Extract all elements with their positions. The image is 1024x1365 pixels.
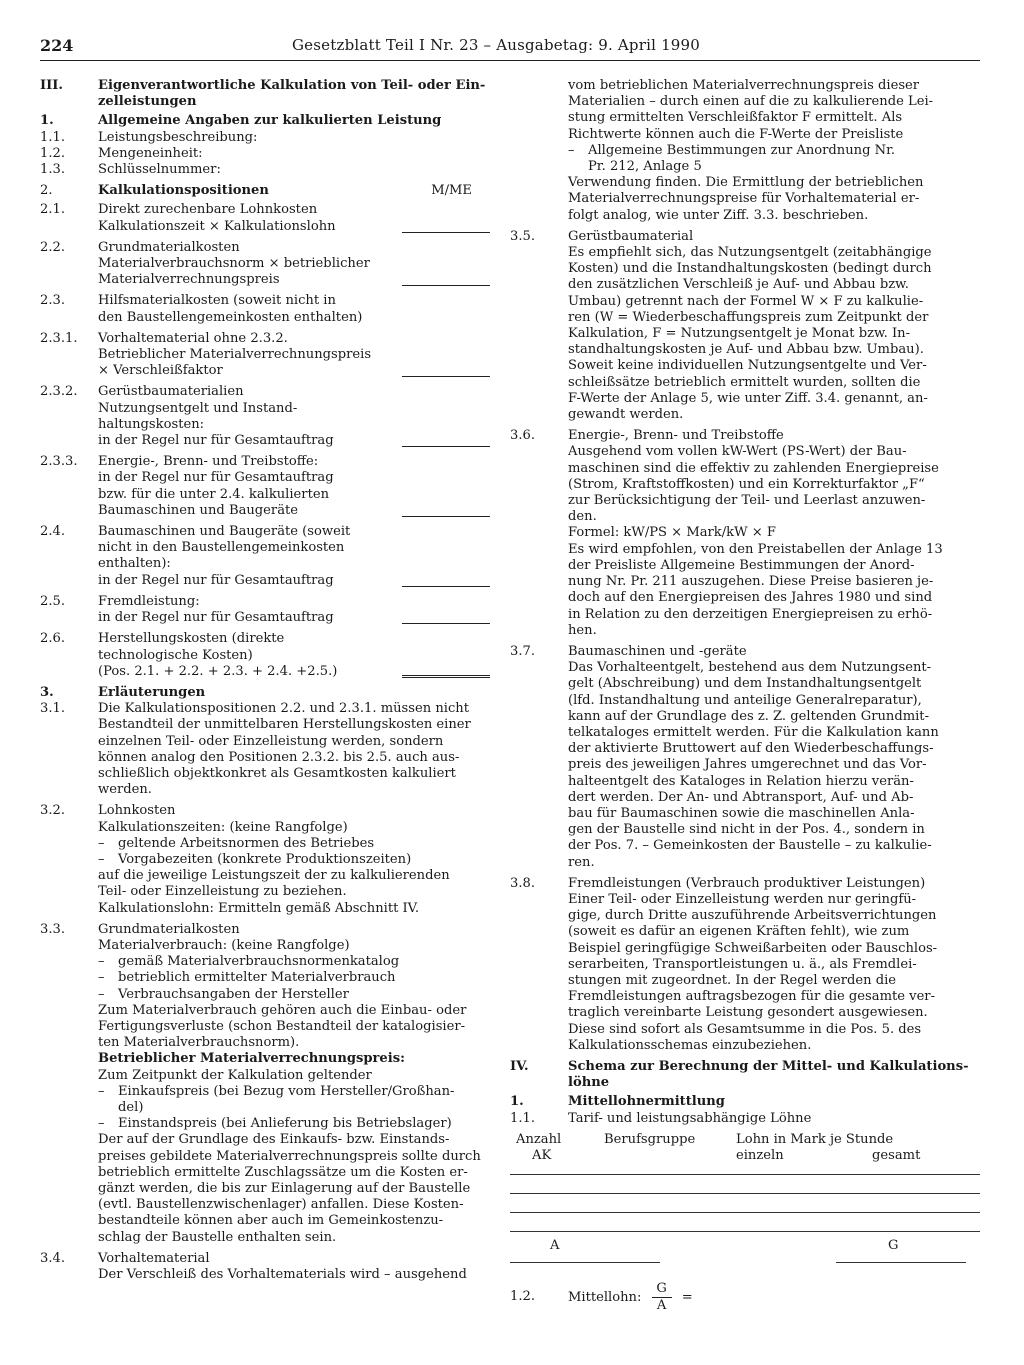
value-blank-line xyxy=(402,586,490,587)
list-item: 1.1. Tarif- und leistungsabhängige Löhne xyxy=(510,1110,812,1126)
paragraph: 3.2. Lohnkosten Kalkulationszeiten: (keine Rangfolge) – geltende Arbeitsnormen des Betriebes – Vorgabezeiten (konkrete Produktionszeiten) auf die jeweilige Leistungszeit der zu kalkulierenden Teil- oder Einzelleistung zu beziehen. Kalkulationslohn: Ermitteln gemäß Abschnitt IV. xyxy=(40,803,490,916)
dash-item: – Allgemeine Bestimmungen zur Anordnung Nr. Pr. 212, Anlage 5 xyxy=(568,142,896,175)
dash-item: – betrieblich ermittelter Materialverbrauch xyxy=(98,970,396,986)
paragraph: 3.8. Fremdleistungen (Verbrauch produktiver Leistungen) Einer Teil- oder Einzelleistung werden nur geringfü- gige, durch Dritte auszuführende Arbeitsverrichtungen (soweit es dafür an eigenen Kräften fehlt), wie zum Beispiel geringfügige Schweißarbeiten oder Bauschlos- serarbeiten, Transportleistungen u. ä., als Fremdlei- stungen mit zugeordnet. In der Regel werden die Fremdleistungen auftragsbezogen für die gesamte ver- traglich vereinbarte Leistung gesondert ausgewiesen. Diese sind sofort als Gesamtsumme in die Pos. 5. des Kalkulationsschemas einzubeziehen. xyxy=(510,875,938,1053)
right-column xyxy=(510,78,980,1313)
calc-position: 2.3.1. Vorhaltematerial ohne 2.3.2. Betrieblicher Materialverrechnungspreis × Verschleißfaktor xyxy=(40,331,490,380)
dash-item: – Verbrauchsangaben der Hersteller xyxy=(98,986,349,1002)
total-double-line xyxy=(402,675,490,678)
calc-position: 2.5. Fremdleistung: in der Regel nur für Gesamtauftrag xyxy=(40,594,490,626)
table-row-line xyxy=(510,1193,980,1194)
sum-a: A xyxy=(550,1237,560,1253)
dash-item: – Einkaufspreis (bei Bezug vom Hersteller/Großhan- del) xyxy=(98,1083,455,1115)
subsection-heading: 1. Allgemeine Angaben zur kalkulierten Leistung xyxy=(40,113,442,129)
paragraph: 3.4. Vorhaltematerial Der Verschleiß des Vorhaltematerials wird – ausgehend xyxy=(40,1250,467,1283)
calc-position: 2.6. Herstellungskosten (direkte technologische Kosten) (Pos. 2.1. + 2.2. + 2.3. + 2.4. +2.5.) xyxy=(40,631,490,680)
calc-position: 2.3.3. Energie-, Brenn- und Treibstoffe: in der Regel nur für Gesamtauftrag bzw. für die unter 2.4. kalkulierten Baumaschinen und Baugeräte xyxy=(40,454,490,519)
fraction: $\frac{G}{A}$ xyxy=(652,1282,672,1313)
page-header xyxy=(40,36,980,58)
paragraph: 3.6. Energie-, Brenn- und Treibstoffe Ausgehend vom vollen kW-Wert (PS-Wert) der Bau- maschinen sind die effektiv zu zahlenden Energiepreise (Strom, Kraftstoffkosten) und ein Korrekturfaktor „F“ zur Berücksichtigung der Teil- und Leerlast anzuwen- den. Formel: kW/PS × Mark/kW × F Es wird empfohlen, von den Preistabellen der Anlage 13 der Preisliste Allgemeine Bestimmungen der Anord- nung Nr. Pr. 211 auszugehen. Diese Preise basieren je- doch auf den Energiepreisen des Jahres 1980 und sind in Relation zu den derzeitigen Energiepreisen zu erhö- hen. xyxy=(510,428,943,638)
formula-line: 1.2. Mittellohn: $\frac{G}{A}$ = xyxy=(510,1280,693,1313)
sum-g: G xyxy=(888,1237,899,1253)
table-row-line xyxy=(510,1212,980,1213)
unit-label: M/ME xyxy=(431,183,472,199)
subsection-heading: 2. Kalkulationspositionen M/ME xyxy=(40,183,472,199)
subsection-heading: 1. Mittellohnermittlung xyxy=(510,1094,725,1110)
calc-position: 2.3.2. Gerüstbaumaterialien Nutzungsentgelt und Instand- haltungskosten: in der Regel nur für Gesamtauftrag xyxy=(40,384,490,449)
list-item: 1.2. Mengeneinheit: xyxy=(40,145,203,161)
calc-position: 2.3. Hilfsmaterialkosten (soweit nicht in den Baustellengemeinkosten enthalten) xyxy=(40,293,363,325)
paragraph: 3.1. Die Kalkulationspositionen 2.2. und 2.3.1. müssen nicht Bestandteil der unmittelbaren Herstellungskosten einer einzelnen Teil- oder Einzelleistung werden, sondern können analog den Positionen 2.3.2. bis 2.5. auch aus- schließlich objektkonkret als Gesamtkosten kalkuliert werden. xyxy=(40,701,471,798)
dash-item: – Einstandspreis (bei Anlieferung bis Betriebslager) xyxy=(98,1116,452,1132)
running-title: Gesetzblatt Teil I Nr. 23 – Ausgabetag: 9. April 1990 xyxy=(292,36,701,54)
dash-item: – Vorgabezeiten (konkrete Produktionszeiten) xyxy=(98,851,412,867)
wage-table-header: Anzahl AK Berufsgruppe Lohn in Mark je Stunde einzeln gesamt xyxy=(516,1131,921,1163)
left-column xyxy=(40,78,490,1283)
value-blank-line xyxy=(402,285,490,286)
value-blank-line xyxy=(402,376,490,377)
calc-position: 2.4. Baumaschinen und Baugeräte (soweit nicht in den Baustellengemeinkosten enthalten): in der Regel nur für Gesamtauftrag xyxy=(40,524,490,589)
section-heading: IV. Schema zur Berechnung der Mittel- und Kalkulations- löhne xyxy=(510,1058,969,1091)
value-blank-line xyxy=(402,446,490,447)
paragraph-continued: vom betrieblichen Materialverrechnungspreis dieser Materialien – durch einen auf die zu kalkulierende Lei- stung ermittelten Verschleißfaktor F ermittelt. Als Richtwerte können auch die F-Werte der Preisliste – Allgemeine Bestimmungen zur Anordnung Nr. Pr. 212, Anlage 5 Verwendung finden. Die Ermittlung der betrieblichen Materialverrechnungspreise für Vorhaltematerial er- folgt analog, wie unter Ziff. 3.3. beschrieben. xyxy=(510,78,980,224)
paragraph: 3.3. Grundmaterialkosten Materialverbrauch: (keine Rangfolge) – gemäß Materialverbrauchsnormenkatalog – betrieblich ermittelter Materialverbrauch – Verbrauchsangaben der Hersteller Zum Materialverbrauch gehören auch die Einbau- oder Fertigungsverluste (schon Bestandteil der katalogisier- ten Materialverbrauchsnorm). Betrieblicher Materialverrechnungspreis: Zum Zeitpunkt der Kalkulation geltender – Einkaufspreis (bei Bezug vom Hersteller/Großhan- del) – Einstandspreis (bei Anlieferung bis Betriebslager) Der auf der Grundlage des Einkaufs- bzw. Einstands- preises gebildete Materialverrechnungspreis sollte durch betrieblich ermittelte Zuschlagssätze um die Kosten er- gänzt werden, die bis zur Einlagerung auf der Baustelle (evtl. Baustellenzwischenlager) anfallen. Diese Kosten- bestandteile können aber auch im Gemeinkostenzu- schlag der Baustelle enthalten sein. xyxy=(40,922,490,1246)
list-item: 1.1. Leistungsbeschreibung: xyxy=(40,129,258,145)
header-rule xyxy=(40,60,980,61)
paragraph: 3.5. Gerüstbaumaterial Es empfiehlt sich, das Nutzungsentgelt (zeitabhängige Kosten) und die Instandhaltungskosten (bedingt durch den zusätzlichen Verschleiß je Auf- und Abbau bzw. Umbau) getrennt nach der Formel W × F zu kalkulie- ren (W = Wiederbeschaffungspreis zum Zeitpunkt der Kalkulation, F = Nutzungsentgelt je Monat bzw. In- standhaltungskosten je Auf- und Abbau bzw. Umbau). Soweit keine individuellen Nutzungsentgelte und Ver- schleißsätze betrieblich ermittelt wurden, sollten die F-Werte der Anlage 5, wie unter Ziff. 3.4. genannt, an- gewandt werden. xyxy=(510,228,932,423)
value-blank-line xyxy=(402,623,490,624)
table-sum-row xyxy=(510,1232,980,1278)
subsection-heading: 3. Erläuterungen xyxy=(40,684,206,700)
table-row-line xyxy=(510,1174,980,1175)
dash-item: – geltende Arbeitsnormen des Betriebes xyxy=(98,835,375,851)
section-heading: III. Eigenverantwortliche Kalkulation von Teil- oder Ein- zelleistungen xyxy=(40,78,486,110)
paragraph: 3.7. Baumaschinen und -geräte Das Vorhalteentgelt, bestehend aus dem Nutzungsent- gelt (Abschreibung) und dem Instandhaltungsentgelt (lfd. Instandhaltung und anteilige Generalreparatur), kann auf der Grundlage des z. Z. geltenden Grundmit- telkataloges ermittelt werden. Für die Kalkulation kann der aktivierte Bruttowert auf den Wiederbeschaffungs- preis des jeweiligen Jahres umgerechnet und das Vor- halteentgelt des Kataloges in Relation hierzu verän- dert werden. Der An- und Abtransport, Auf- und Ab- bau für Baumaschinen sowie die maschinellen Anla- gen der Baustelle sind nicht in der Pos. 4., sondern in der Pos. 7. – Gemeinkosten der Baustelle – zu kalkulie- ren. xyxy=(510,643,939,870)
page-number: 224 xyxy=(40,36,74,55)
calc-position: 2.1. Direkt zurechenbare Lohnkosten Kalkulationszeit × Kalkulationslohn xyxy=(40,202,490,234)
dash-item: – gemäß Materialverbrauchsnormenkatalog xyxy=(98,954,400,970)
calc-position: 2.2. Grundmaterialkosten Materialverbrauchsnorm × betrieblicher Materialverrechnungspreis xyxy=(40,240,490,289)
list-item: 1.3. Schlüsselnummer: xyxy=(40,162,221,178)
value-blank-line xyxy=(402,232,490,233)
value-blank-line xyxy=(402,516,490,517)
